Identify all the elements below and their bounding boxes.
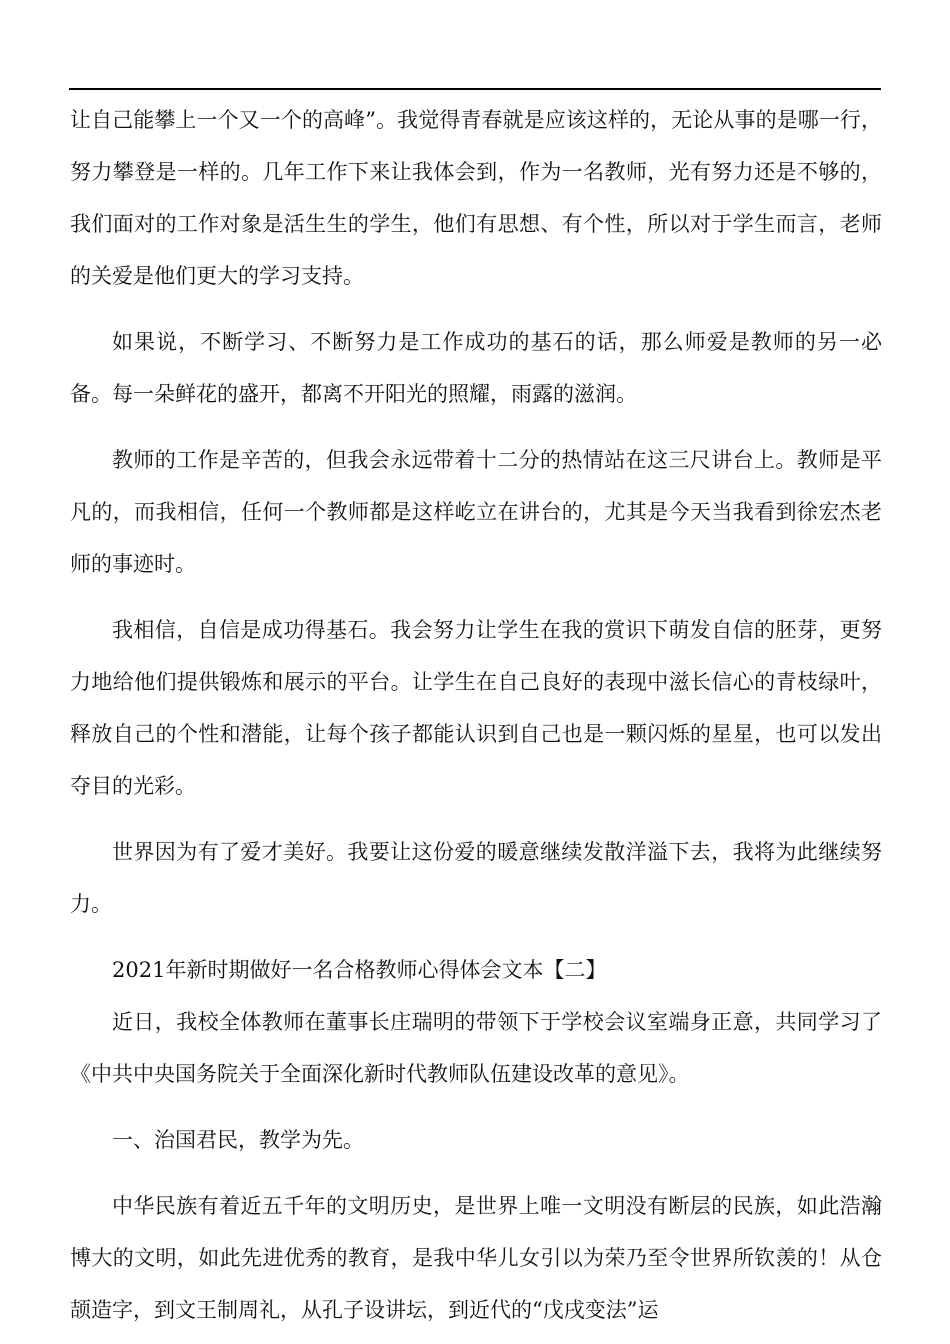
paragraph-4: 我相信，自信是成功得基石。我会努力让学生在我的赏识下萌发自信的胚芽，更努力地给他们提供锻炼和展示的平台。让学生在自己良好的表现中滋长信心的青枝绿叶，释放自己的个性和潜能，让每个孩子都能认识到自己也是一颗闪烁的星星，也可以发出夺目的光彩。 — [70, 618, 882, 798]
paragraph-6: 近日，我校全体教师在董事长庄瑞明的带领下于学校会议室端身正意，共同学习了《中共中央国务院关于全面深化新时代教师队伍建设改革的意见》。 — [70, 1010, 882, 1086]
paragraph-3: 教师的工作是辛苦的，但我会永远带着十二分的热情站在这三尺讲台上。教师是平凡的，而我相信，任何一个教师都是这样屹立在讲台的，尤其是今天当我看到徐宏杰老师的事迹时。 — [70, 448, 882, 576]
header-rule — [69, 88, 881, 90]
paragraph-5: 世界因为有了爱才美好。我要让这份爱的暖意继续发散洋溢下去，我将为此继续努力。 — [70, 840, 882, 916]
document-body — [70, 94, 882, 1336]
paragraph-7: 中华民族有着近五千年的文明历史，是世界上唯一文明没有断层的民族，如此浩瀚博大的文明，如此先进优秀的教育，是我中华儿女引以为荣乃至令世界所钦羡的！从仓颉造字，到文王制周礼，从孔子设讲坛，到近代的“戊戌变法”运 — [70, 1194, 882, 1322]
section-heading: 2021年新时期做好一名合格教师心得体会文本【二】 — [112, 958, 607, 982]
subheading-1: 一、治国君民，教学为先。 — [112, 1128, 364, 1152]
paragraph-1: 让自己能攀上一个又一个的高峰”。我觉得青春就是应该这样的，无论从事的是哪一行，努力攀登是一样的。几年工作下来让我体会到，作为一名教师，光有努力还是不够的，我们面对的工作对象是活生生的学生，他们有思想、有个性，所以对于学生而言，老师的关爱是他们更大的学习支持。 — [70, 108, 882, 288]
paragraph-2: 如果说，不断学习、不断努力是工作成功的基石的话，那么师爱是教师的另一必备。每一朵鲜花的盛开，都离不开阳光的照耀，雨露的滋润。 — [70, 330, 882, 406]
